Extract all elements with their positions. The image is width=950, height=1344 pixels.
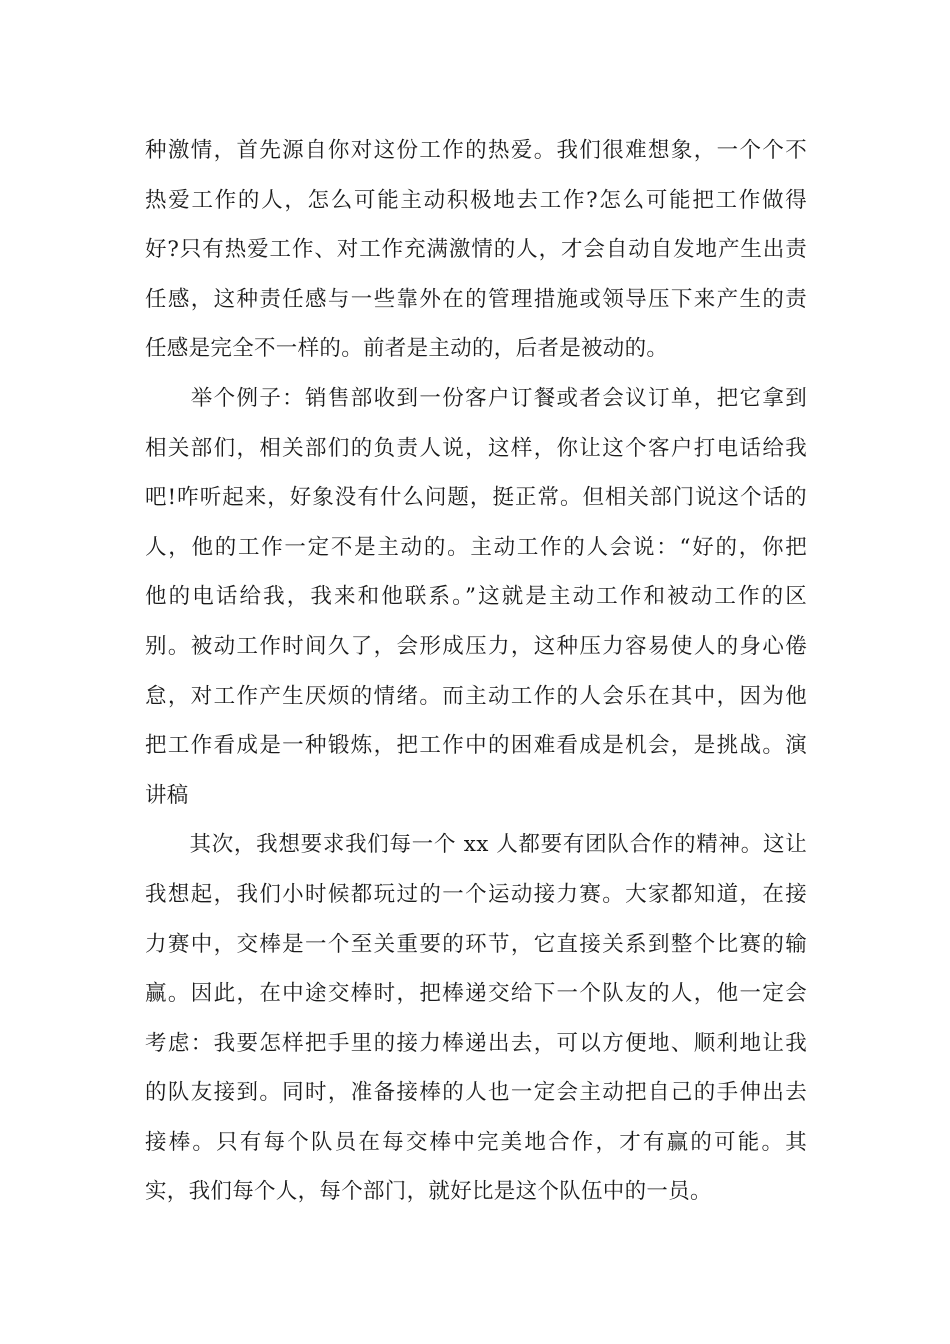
text-line: 把工作看成是一种锻炼，把工作中的困难看成是机会，是挑战。演	[145, 733, 807, 759]
text-line: 人，他的工作一定不是主动的。主动工作的人会说：“好的，你把	[145, 534, 807, 560]
text-line: 怠，对工作产生厌烦的情绪。而主动工作的人会乐在其中，因为他	[145, 683, 807, 709]
text-line: 其次，我想要求我们每一个 xx 人都要有团队合作的精神。这让	[145, 832, 807, 858]
text-line: 赢。因此，在中途交棒时，把棒递交给下一个队友的人，他一定会	[145, 981, 807, 1007]
text-line: 讲稿	[145, 782, 189, 808]
text-line: 他的电话给我，我来和他联系。”这就是主动工作和被动工作的区	[145, 584, 807, 610]
text-line: 热爱工作的人，怎么可能主动积极地去工作?怎么可能把工作做得	[145, 187, 807, 213]
text-line: 接棒。只有每个队员在每交棒中完美地合作，才有赢的可能。其	[145, 1129, 807, 1155]
text-line: 种激情，首先源自你对这份工作的热爱。我们很难想象，一个个不	[145, 138, 807, 163]
text-line: 别。被动工作时间久了，会形成压力，这种压力容易使人的身心倦	[145, 633, 807, 659]
text-line: 举个例子：销售部收到一份客户订餐或者会议订单，把它拿到	[145, 385, 807, 411]
text-line: 吧!咋听起来，好象没有什么问题，挺正常。但相关部门说这个话的	[145, 485, 807, 511]
text-line: 相关部们，相关部们的负责人说，这样，你让这个客户打电话给我	[145, 435, 807, 461]
text-line: 力赛中，交棒是一个至关重要的环节，它直接关系到整个比赛的输	[145, 931, 807, 957]
text-line: 好?只有热爱工作、对工作充满激情的人，才会自动自发地产生出责	[145, 237, 807, 263]
text-line: 任感是完全不一样的。前者是主动的，后者是被动的。	[145, 336, 669, 362]
document-body	[145, 126, 807, 1217]
text-line: 任感，这种责任感与一些靠外在的管理措施或领导压下来产生的责	[145, 286, 807, 312]
text-line: 的队友接到。同时，准备接棒的人也一定会主动把自己的手伸出去	[145, 1080, 807, 1106]
text-line: 实，我们每个人，每个部门，就好比是这个队伍中的一员。	[145, 1179, 712, 1205]
text-line: 我想起，我们小时候都玩过的一个运动接力赛。大家都知道，在接	[145, 881, 807, 907]
text-line: 考虑：我要怎样把手里的接力棒递出去，可以方便地、顺利地让我	[145, 1030, 807, 1056]
